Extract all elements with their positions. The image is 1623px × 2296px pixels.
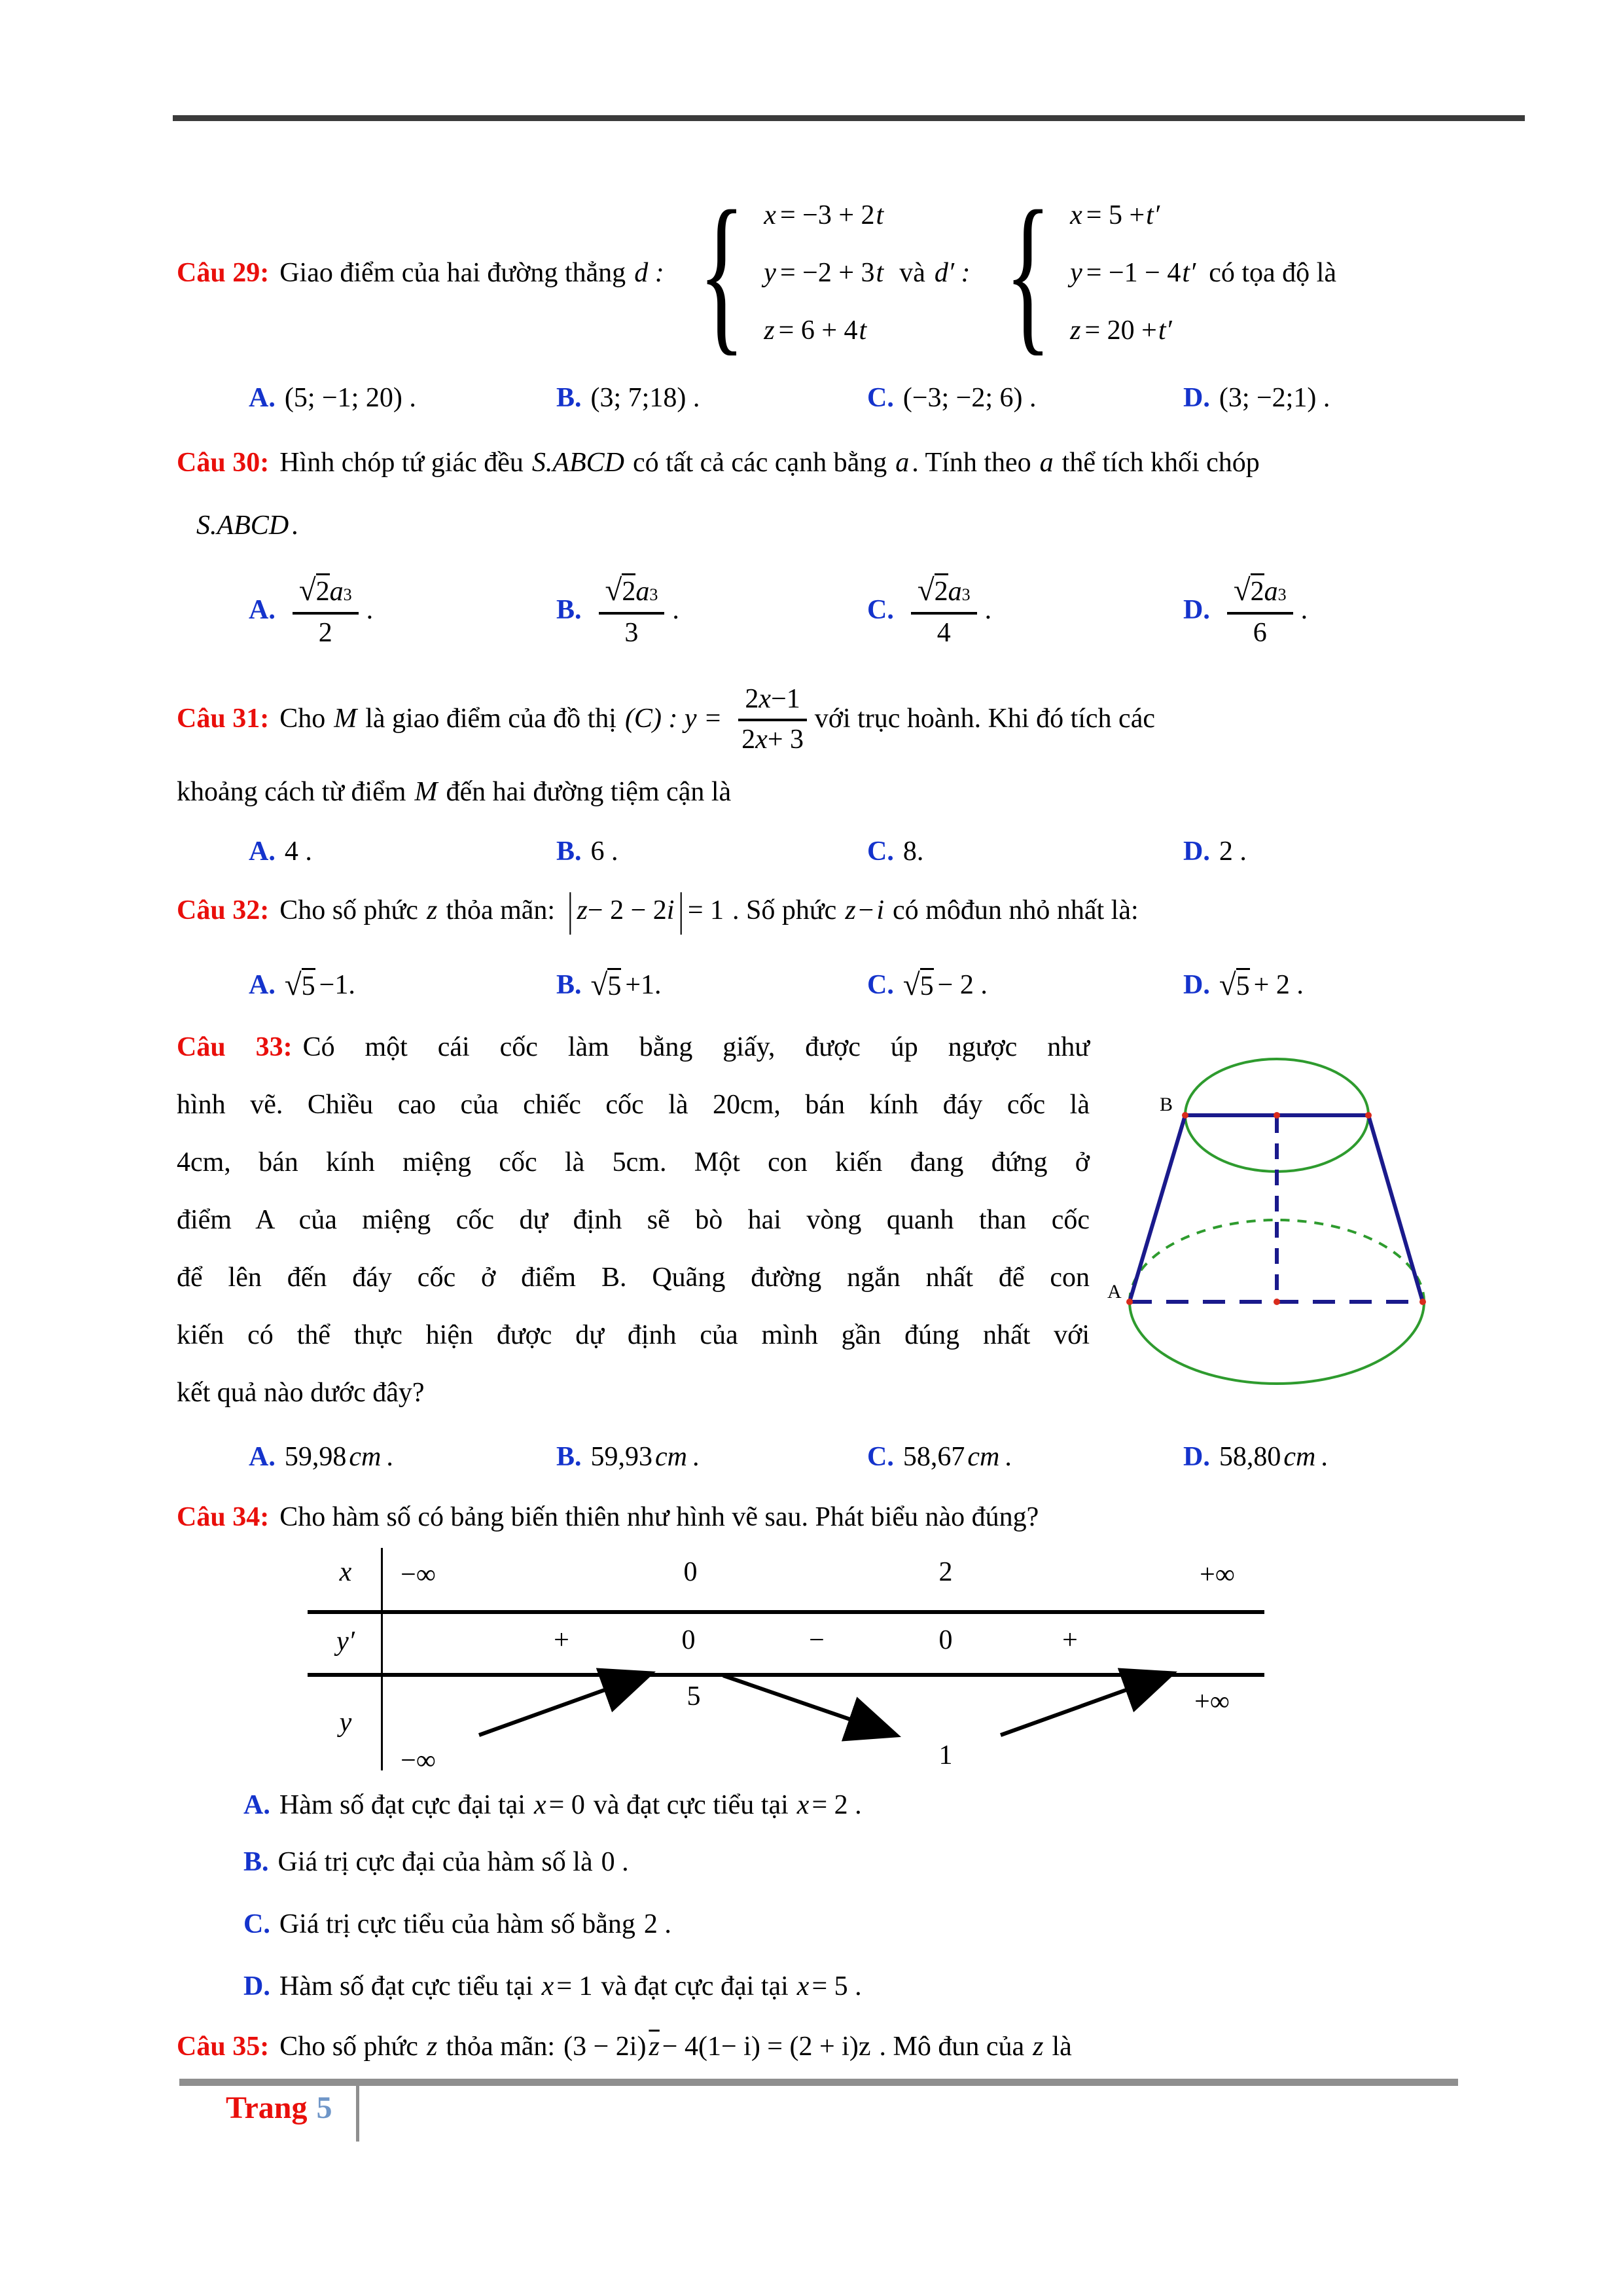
question-31-text: với trục hoành. Khi đó tích các bbox=[814, 704, 1155, 734]
arrow-down bbox=[723, 1676, 890, 1733]
option-31-A bbox=[249, 828, 312, 875]
question-33-line: kết quả nào dước đây? bbox=[177, 1378, 425, 1408]
fraction bbox=[738, 682, 806, 755]
point bbox=[1419, 1299, 1426, 1305]
option-value: 58,67 bbox=[902, 1442, 965, 1472]
math-i: i bbox=[876, 895, 885, 925]
period: . bbox=[1005, 1442, 1012, 1472]
fraction bbox=[293, 571, 359, 649]
math-z: z bbox=[1033, 2032, 1044, 2062]
radical-icon: √ bbox=[902, 968, 920, 1002]
unit: cm bbox=[967, 1442, 1000, 1472]
question-31-text: Cho bbox=[279, 704, 326, 734]
num: 2 bbox=[745, 684, 759, 714]
question-29-text: Giao điểm của hai đường thẳng bbox=[279, 258, 626, 288]
question-35 bbox=[177, 2020, 1080, 2073]
option-text: Giá trị cực tiểu của hàm số bằng bbox=[279, 1909, 635, 1939]
page-label: Trang bbox=[226, 2090, 308, 2125]
question-34-text: Cho hàm số có bảng biến thiên như hình vẽ sau. Phát biểu nào đúng? bbox=[279, 1502, 1039, 1532]
left-slant-edge bbox=[1130, 1115, 1185, 1302]
math-a: a bbox=[948, 577, 962, 607]
period: . bbox=[672, 595, 679, 625]
math-curve-eq: (C) : y = bbox=[624, 704, 722, 734]
radical-icon: √ bbox=[917, 573, 935, 607]
math-a: a bbox=[1039, 448, 1054, 478]
x-value: +∞ bbox=[1200, 1560, 1235, 1590]
footer-rule bbox=[179, 2079, 1458, 2086]
option-letter: C. bbox=[867, 595, 894, 625]
option-31-D bbox=[1183, 828, 1247, 875]
option-text: (3; −2;1) . bbox=[1219, 383, 1330, 413]
option-text: −1. bbox=[319, 970, 355, 1000]
eq-param: t′ bbox=[1182, 258, 1196, 288]
question-33-line: để lên đến đáy cốc ở điểm B. Quãng đường ngắn nhất để con bbox=[177, 1263, 1090, 1293]
option-31-C bbox=[867, 828, 923, 875]
question-32-text: có môđun nhỏ nhất là: bbox=[893, 895, 1139, 925]
sign: + bbox=[554, 1625, 569, 1655]
option-30-C bbox=[867, 558, 991, 662]
num: − 2 − 2 bbox=[587, 895, 667, 925]
option-letter: B. bbox=[243, 1847, 269, 1877]
question-33-line bbox=[177, 1018, 1090, 1076]
option-text: và đạt cực đại tại bbox=[601, 1971, 789, 2001]
option-value: 59,93 bbox=[590, 1442, 653, 1472]
top-rule bbox=[173, 115, 1525, 121]
eq-mid: = 6 + 4 bbox=[778, 315, 858, 346]
option-text: Hàm số đạt cực đại tại bbox=[279, 1790, 526, 1820]
num: = 1 bbox=[687, 895, 724, 925]
period: . bbox=[692, 1442, 700, 1472]
question-33 bbox=[177, 1018, 1090, 1422]
option-32-D bbox=[1183, 957, 1304, 1013]
radicand: 2 bbox=[622, 573, 635, 607]
question-30-line2 bbox=[196, 500, 298, 551]
fraction-denominator: 2 bbox=[318, 618, 332, 648]
row-label-y-prime: y′ bbox=[336, 1626, 355, 1657]
question-29 bbox=[177, 175, 1538, 370]
question-35-label: Câu 35: bbox=[177, 2032, 270, 2062]
eq-param: t′ bbox=[1146, 200, 1160, 230]
option-letter: A. bbox=[249, 970, 276, 1000]
conjunction: và bbox=[899, 258, 925, 288]
math-x: x bbox=[796, 1971, 810, 2001]
option-34-D bbox=[243, 1963, 870, 2010]
answers-30 bbox=[177, 558, 1538, 662]
question-31-text: đến hai đường tiệm cận là bbox=[446, 776, 732, 807]
eq-var: z bbox=[764, 315, 775, 346]
option-letter: B. bbox=[556, 595, 582, 625]
math-a: a bbox=[635, 577, 650, 607]
num: 0 . bbox=[601, 1847, 629, 1877]
exponent: 3 bbox=[649, 585, 658, 604]
fraction bbox=[599, 571, 665, 649]
eq-mid: = 5 + bbox=[1086, 200, 1145, 230]
eq-var: z bbox=[1070, 315, 1081, 346]
question-31 bbox=[177, 673, 1164, 764]
label-B: B bbox=[1160, 1094, 1173, 1115]
eq-mid: = 20 + bbox=[1084, 315, 1157, 346]
eq-param: t bbox=[859, 315, 867, 346]
x-value: 0 bbox=[683, 1557, 698, 1587]
radicand: 2 bbox=[1251, 573, 1264, 607]
math-x: x bbox=[541, 1971, 554, 2001]
option-34-A bbox=[243, 1782, 870, 1829]
cup-figure bbox=[1106, 1044, 1446, 1391]
option-text: Giá trị cực đại của hàm số là bbox=[277, 1847, 593, 1877]
answers-32 bbox=[177, 957, 1538, 1013]
eq-mid: = −1 − 4 bbox=[1086, 258, 1181, 288]
option-text: Hàm số đạt cực tiểu tại bbox=[279, 1971, 533, 2001]
question-32-text: Cho số phức bbox=[279, 895, 418, 925]
radical-icon: √ bbox=[284, 968, 302, 1002]
question-31-text: khoảng cách từ điểm bbox=[177, 776, 406, 807]
option-30-A bbox=[249, 558, 373, 662]
period: . bbox=[1321, 1442, 1328, 1472]
question-33-label: Câu 33: bbox=[177, 1032, 293, 1062]
question-33-line: 4cm, bán kính miệng cốc là 5cm. Một con kiến đang đứng ở bbox=[177, 1147, 1090, 1177]
expr: (3 − 2i) bbox=[563, 2032, 647, 2062]
option-letter: C. bbox=[243, 1909, 270, 1939]
point bbox=[1182, 1112, 1188, 1119]
question-30-text: Hình chóp tứ giác đều bbox=[279, 448, 524, 478]
option-letter: B. bbox=[556, 383, 582, 413]
option-32-A bbox=[249, 957, 355, 1013]
right-slant-edge bbox=[1368, 1115, 1423, 1302]
question-35-text: Cho số phức bbox=[279, 2032, 418, 2062]
math-a: a bbox=[329, 577, 344, 607]
option-letter: A. bbox=[249, 836, 276, 867]
option-32-C bbox=[867, 957, 988, 1013]
num: = 2 . bbox=[812, 1790, 862, 1820]
fraction-denominator: 3 bbox=[624, 618, 639, 648]
math-a: a bbox=[895, 448, 910, 478]
option-letter: A. bbox=[249, 383, 276, 413]
variation-arrows bbox=[301, 1545, 1270, 1774]
question-30-text: thể tích khối chóp bbox=[1061, 448, 1260, 478]
question-32-text: thỏa mãn: bbox=[446, 895, 556, 925]
num: = 0 bbox=[548, 1790, 585, 1820]
option-letter: D. bbox=[1183, 970, 1210, 1000]
row-label-y: y bbox=[339, 1708, 352, 1738]
sign: 0 bbox=[681, 1625, 696, 1655]
fraction-denominator: 6 bbox=[1253, 618, 1267, 648]
math-x: x bbox=[796, 1790, 810, 1820]
question-31-text: là giao điểm của đồ thị bbox=[365, 704, 616, 734]
num: 2 bbox=[741, 725, 756, 755]
math-z: z bbox=[426, 895, 438, 925]
num: + 3 bbox=[767, 725, 804, 755]
option-letter: C. bbox=[867, 970, 894, 1000]
math-a: a bbox=[1264, 577, 1278, 607]
line-d-prime-symbol: d′ : bbox=[934, 258, 971, 288]
question-35-text: . Mô đun của bbox=[879, 2032, 1025, 2062]
unit: cm bbox=[1283, 1442, 1316, 1472]
option-33-A bbox=[249, 1433, 393, 1480]
option-text: và đạt cực tiểu tại bbox=[593, 1790, 789, 1820]
question-30-text: có tất cả các cạnh bằng bbox=[633, 448, 887, 478]
question-33-line: điểm A của miệng cốc dự định sẽ bò hai vòng quanh than cốc bbox=[177, 1205, 1090, 1235]
footer-vertical-rule bbox=[356, 2085, 359, 2142]
option-30-D bbox=[1183, 558, 1308, 662]
question-34-label: Câu 34: bbox=[177, 1502, 270, 1532]
x-value: −∞ bbox=[401, 1560, 436, 1590]
math-M: M bbox=[334, 704, 357, 734]
sign: − bbox=[809, 1625, 825, 1655]
option-33-D bbox=[1183, 1433, 1328, 1480]
period: . bbox=[291, 511, 298, 541]
option-29-D bbox=[1183, 374, 1330, 422]
eq-var: x bbox=[1070, 200, 1082, 230]
eq-param: t bbox=[876, 200, 884, 230]
brace-icon: { bbox=[698, 175, 745, 370]
fraction-denominator: 4 bbox=[936, 618, 951, 648]
math-z: z bbox=[426, 2032, 438, 2062]
option-value: 58,80 bbox=[1219, 1442, 1281, 1472]
exponent: 3 bbox=[961, 585, 971, 604]
option-text: +1. bbox=[625, 970, 662, 1000]
question-33-line: kiến có thể thực hiện được dự định của mình gần đúng nhất với bbox=[177, 1320, 1090, 1350]
question-29-tail: có tọa độ là bbox=[1209, 258, 1336, 288]
question-35-text: thỏa mãn: bbox=[446, 2032, 556, 2062]
period: . bbox=[386, 1442, 393, 1472]
option-letter: B. bbox=[556, 970, 582, 1000]
option-letter: A. bbox=[249, 1442, 276, 1472]
math-z: z bbox=[845, 895, 856, 925]
option-33-C bbox=[867, 1433, 1012, 1480]
eq-var: y bbox=[764, 258, 776, 288]
x-value: 2 bbox=[938, 1557, 953, 1587]
option-letter: A. bbox=[249, 595, 276, 625]
question-34 bbox=[177, 1492, 1039, 1542]
radical-icon: √ bbox=[298, 573, 316, 607]
point bbox=[1274, 1112, 1280, 1119]
question-35-text: là bbox=[1052, 2032, 1072, 2062]
eq-var: x bbox=[764, 200, 776, 230]
math-sabcd: S.ABCD bbox=[196, 511, 289, 541]
system-1 bbox=[679, 175, 884, 370]
radicand: 2 bbox=[316, 573, 330, 607]
radical-icon: √ bbox=[1219, 968, 1236, 1002]
option-29-B bbox=[556, 374, 700, 422]
question-30-label: Câu 30: bbox=[177, 448, 270, 478]
option-letter: A. bbox=[243, 1790, 270, 1820]
answers-33 bbox=[177, 1433, 1538, 1480]
question-33-text: Có một cái cốc làm bằng giấy, được úp ngược như bbox=[302, 1032, 1090, 1062]
exponent: 3 bbox=[343, 585, 352, 604]
question-30 bbox=[177, 437, 1268, 488]
question-33-line: hình vẽ. Chiều cao của chiếc cốc là 20cm, bán kính đáy cốc là bbox=[177, 1090, 1090, 1120]
option-34-B bbox=[243, 1839, 637, 1886]
fraction bbox=[1227, 571, 1293, 649]
math-x: x bbox=[755, 725, 768, 755]
radicand: 2 bbox=[935, 573, 948, 607]
math-x: x bbox=[758, 684, 772, 714]
line-d-symbol: d : bbox=[634, 258, 664, 288]
eq-param: t bbox=[876, 258, 884, 288]
brace-icon: { bbox=[1004, 175, 1051, 370]
question-30-text: . Tính theo bbox=[912, 448, 1031, 478]
option-letter: D. bbox=[243, 1971, 270, 2001]
num: = 5 . bbox=[812, 1971, 862, 2001]
fraction bbox=[911, 571, 977, 649]
point bbox=[1274, 1299, 1280, 1305]
option-letter: C. bbox=[867, 1442, 894, 1472]
radicand: 5 bbox=[302, 968, 315, 1002]
y-min-value: 1 bbox=[938, 1740, 953, 1770]
option-value: 59,98 bbox=[284, 1442, 347, 1472]
num: − bbox=[858, 895, 874, 925]
option-letter: B. bbox=[556, 1442, 582, 1472]
arrow-up-2 bbox=[1001, 1676, 1166, 1735]
answers-29 bbox=[177, 374, 1538, 422]
abs-bar: | bbox=[567, 884, 573, 937]
option-letter: D. bbox=[1183, 383, 1210, 413]
option-letter: D. bbox=[1183, 1442, 1210, 1472]
question-32 bbox=[177, 885, 1147, 936]
num: −1 bbox=[771, 684, 800, 714]
bottom-ellipse-front bbox=[1130, 1302, 1424, 1384]
num: 2 . bbox=[643, 1909, 671, 1939]
expr: − 4(1− i) = (2 + i)z bbox=[662, 2032, 871, 2062]
option-text: + 2 . bbox=[1253, 970, 1304, 1000]
radical-icon: √ bbox=[1233, 573, 1251, 607]
arrow-up-1 bbox=[479, 1676, 645, 1735]
unit: cm bbox=[349, 1442, 382, 1472]
sign: + bbox=[1062, 1625, 1078, 1655]
option-text: (5; −1; 20) . bbox=[284, 383, 416, 413]
unit: cm bbox=[655, 1442, 687, 1472]
option-letter: B. bbox=[556, 836, 582, 867]
option-letter: C. bbox=[867, 836, 894, 867]
option-29-C bbox=[867, 374, 1037, 422]
option-30-B bbox=[556, 558, 679, 662]
eq-var: y bbox=[1070, 258, 1082, 288]
option-text: (3; 7;18) . bbox=[590, 383, 700, 413]
question-31-label: Câu 31: bbox=[177, 704, 270, 734]
radical-icon: √ bbox=[590, 968, 608, 1002]
sign: 0 bbox=[938, 1625, 953, 1655]
row-label-x: x bbox=[339, 1557, 352, 1587]
period: . bbox=[366, 595, 374, 625]
period: . bbox=[1300, 595, 1308, 625]
question-29-label: Câu 29: bbox=[177, 258, 270, 288]
math-z-conjugate: $\overline{z}$ bbox=[649, 2032, 660, 2062]
option-letter: D. bbox=[1183, 836, 1210, 867]
option-letter: C. bbox=[867, 383, 894, 413]
exponent: 3 bbox=[1277, 585, 1287, 604]
radicand: 5 bbox=[920, 968, 934, 1002]
option-text: 8. bbox=[902, 836, 924, 867]
variation-table bbox=[301, 1545, 1270, 1774]
math-sabcd: S.ABCD bbox=[531, 448, 625, 478]
option-text: (−3; −2; 6) . bbox=[902, 383, 1037, 413]
math-i: i bbox=[666, 895, 675, 925]
y-limit-right: +∞ bbox=[1194, 1687, 1230, 1717]
system-2 bbox=[986, 175, 1196, 370]
question-31-line2 bbox=[177, 767, 740, 816]
option-text: 6 . bbox=[590, 836, 618, 867]
footer bbox=[226, 2088, 332, 2127]
radicand: 5 bbox=[1236, 968, 1250, 1002]
option-31-B bbox=[556, 828, 618, 875]
option-29-A bbox=[249, 374, 416, 422]
math-x: x bbox=[533, 1790, 546, 1820]
option-letter: D. bbox=[1183, 595, 1210, 625]
option-text: 4 . bbox=[284, 836, 312, 867]
eq-mid: = −2 + 3 bbox=[779, 258, 875, 288]
point bbox=[1365, 1112, 1372, 1119]
option-text: − 2 . bbox=[937, 970, 988, 1000]
option-32-B bbox=[556, 957, 662, 1013]
period: . bbox=[984, 595, 992, 625]
answers-31 bbox=[177, 828, 1538, 875]
math-M: M bbox=[414, 776, 438, 807]
eq-param: t′ bbox=[1158, 315, 1172, 346]
question-32-text: . Số phức bbox=[732, 895, 837, 925]
option-34-C bbox=[243, 1901, 680, 1948]
option-text: 2 . bbox=[1219, 836, 1247, 867]
point-A bbox=[1126, 1299, 1133, 1305]
radical-icon: √ bbox=[605, 573, 622, 607]
label-A: A bbox=[1107, 1281, 1122, 1302]
num: = 1 bbox=[556, 1971, 593, 2001]
y-max-value: 5 bbox=[687, 1681, 701, 1712]
page-number: 5 bbox=[316, 2090, 332, 2125]
eq-mid: = −3 + 2 bbox=[779, 200, 875, 230]
y-limit-left: −∞ bbox=[401, 1746, 436, 1776]
abs-bar: | bbox=[678, 884, 684, 937]
question-32-label: Câu 32: bbox=[177, 895, 270, 925]
radicand: 5 bbox=[607, 968, 621, 1002]
math-z: z bbox=[577, 895, 588, 925]
option-33-B bbox=[556, 1433, 700, 1480]
